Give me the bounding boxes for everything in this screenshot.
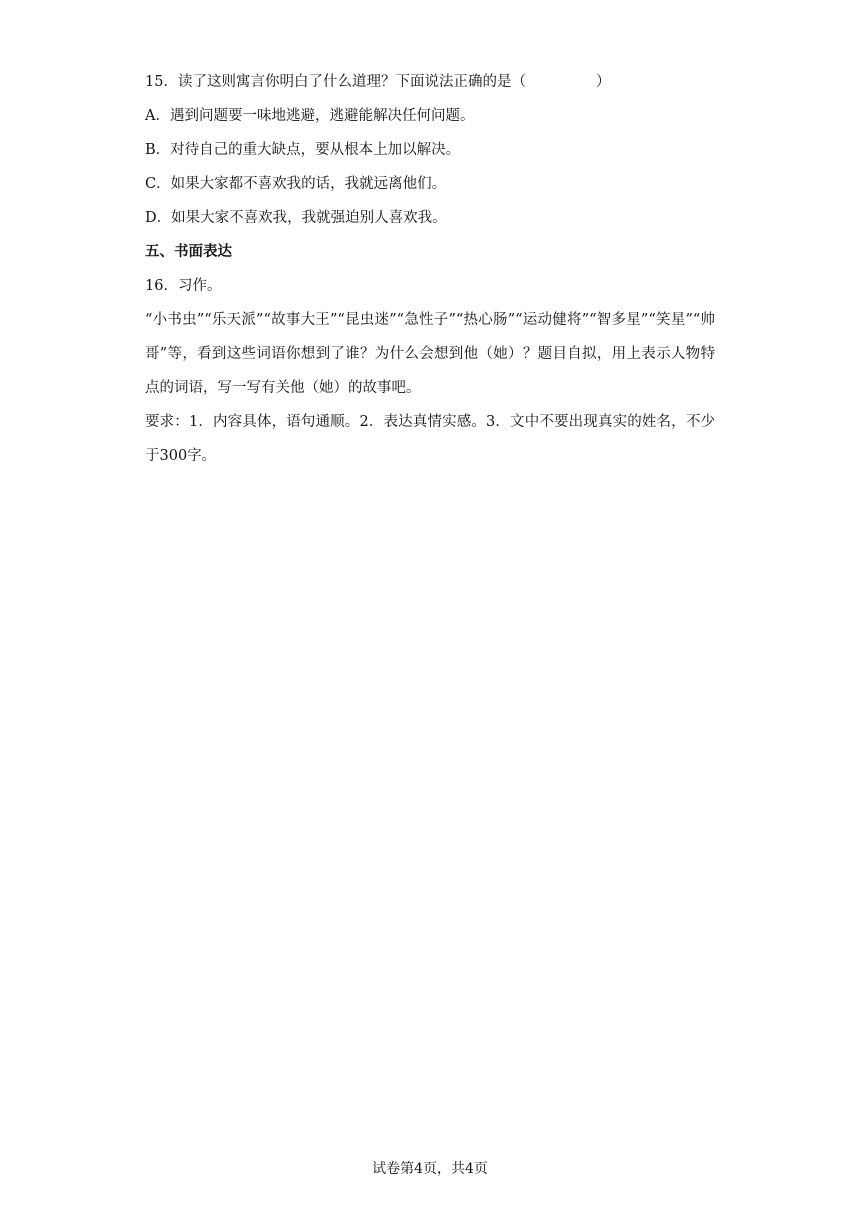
- question-15-stem: [145, 71, 715, 105]
- question-15-stem-text: 15．读了这则寓言你明白了什么道理？下面说法正确的是（: [145, 74, 526, 90]
- page-footer: 试卷第4页，共4页: [372, 1161, 488, 1177]
- option-b: B．对待自己的重大缺点，要从根本上加以解决。: [145, 142, 461, 158]
- option-a: A．遇到问题要一味地逃避，逃避能解决任何问题。: [145, 108, 475, 124]
- question-16-prompt: “小书虫”“乐天派”“故事大王”“昆虫迷”“急性子”“热心肠”“运动健将”“智多星”“笑星”“帅哥”等，看到这些词语你想到了谁？为什么会想到他（她）？题目自拟，用上表示人物特点的词语，写一写有关他（她）的故事吧。: [145, 312, 715, 396]
- question-16-body: [145, 303, 715, 473]
- question-15-stem-close: ）: [595, 74, 611, 90]
- section-heading-writing: 五、书面表达: [145, 244, 232, 260]
- page-content: [145, 71, 715, 473]
- question-16-requirements: 要求：1．内容具体，语句通顺。2．表达真情实感。3．文中不要出现真实的姓名，不少于300字。: [145, 414, 715, 464]
- option-d: D．如果大家不喜欢我，我就强迫别人喜欢我。: [145, 210, 447, 226]
- option-c: C．如果大家都不喜欢我的话，我就远离他们。: [145, 176, 447, 192]
- question-16-title: 16．习作。: [145, 278, 222, 294]
